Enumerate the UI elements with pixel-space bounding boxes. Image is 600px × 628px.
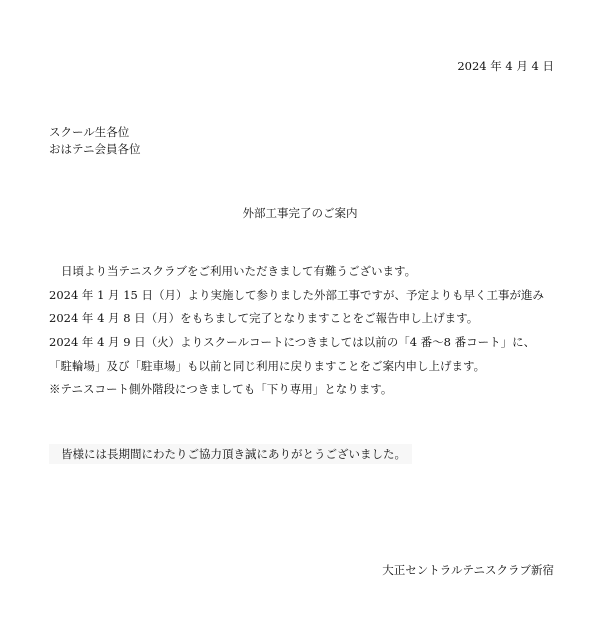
recipient-ohateni-members: おはテニ会員各位 [49, 142, 141, 156]
body-paragraph-court-return: 2024 年 4 月 9 日（火）よりスクールコートにつきましては以前の「4 番～8 番コート」に、 [49, 335, 536, 350]
body-paragraph-construction-start: 2024 年 1 月 15 日（月）より実施して参りました外部工事ですが、予定よりも早く工事が進み [49, 287, 544, 302]
closing-remark: 皆様には長期間にわたりご協力頂き誠にありがとうございました。 [49, 444, 412, 464]
body-paragraph-parking-return: 「駐輪場」及び「駐車場」も以前と同じ利用に戻りますことをご案内申し上げます。 [49, 358, 486, 373]
recipients-block [49, 124, 141, 158]
body-text [49, 263, 569, 405]
recipient-school-students: スクール生各位 [49, 125, 130, 139]
document-title: 外部工事完了のご案内 [242, 206, 358, 220]
body-paragraph-construction-complete: 2024 年 4 月 8 日（月）をもちまして完了となりますことをご報告申し上げます。 [49, 311, 479, 326]
body-paragraph-stairs-note: ※テニスコート側外階段につきましても「下り専用」となります。 [49, 382, 393, 397]
document-date: 2024 年 4 月 4 日 [457, 59, 554, 73]
body-paragraph-greeting: 日頃より当テニスクラブをご利用いただきまして有難うございます。 [61, 264, 417, 278]
sender-name: 大正セントラルテニスクラブ新宿 [382, 563, 554, 577]
